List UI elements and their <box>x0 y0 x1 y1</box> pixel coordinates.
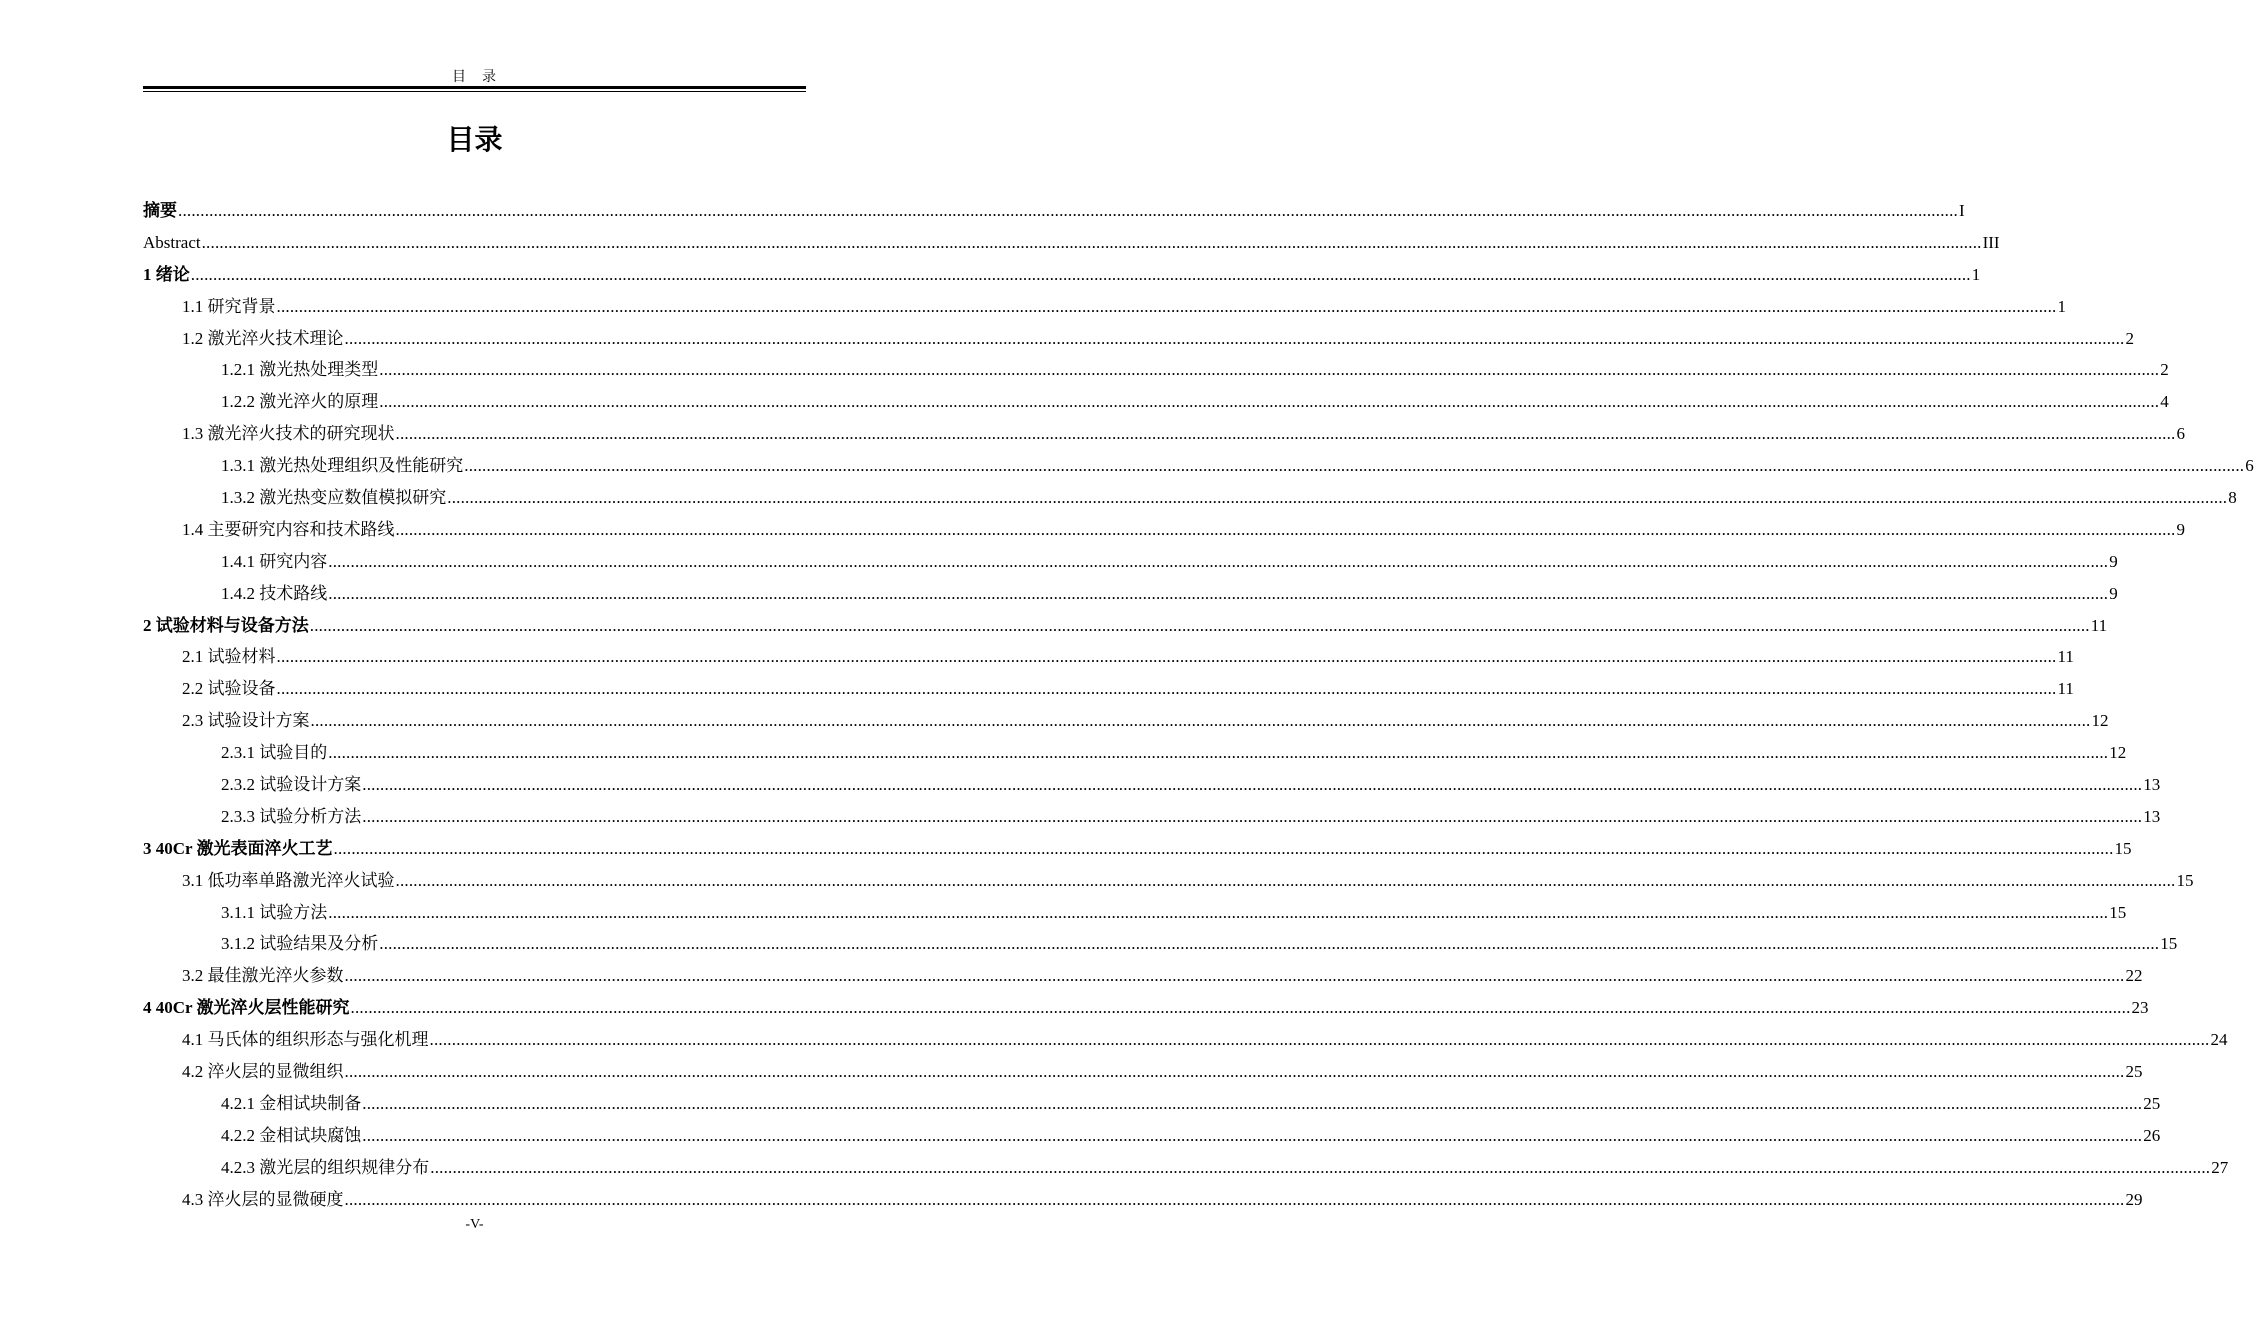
toc-entry[interactable] <box>143 386 2169 418</box>
toc-entry-page: 27 <box>2211 1157 2229 1177</box>
toc-entry-page: III <box>1982 232 2000 252</box>
toc-entry-page: 11 <box>2090 615 2108 635</box>
toc-leader-dots: ................................................................................................................................................................................................................................................................................................................................................................................................................ <box>350 998 2131 1018</box>
toc-leader-dots: ................................................................................................................................................................................................................................................................................................................................................................................................................ <box>362 806 2143 826</box>
toc-entry[interactable] <box>143 610 2108 642</box>
toc-entry-label: 1.3.2 激光热变应数值模拟研究 <box>221 488 447 508</box>
toc-entry-label: 4.2.1 金相试块制备 <box>221 1093 362 1113</box>
toc-entry-page: 11 <box>2057 679 2074 699</box>
toc-entry-label: 1.4 主要研究内容和技术路线 <box>182 519 395 539</box>
toc-entry-page: 25 <box>2125 1062 2143 1082</box>
toc-entry-page: I <box>1959 201 1965 220</box>
header-rule-thick <box>143 86 806 89</box>
toc-leader-dots: ................................................................................................................................................................................................................................................................................................................................................................................................................ <box>328 743 2109 763</box>
toc-leader-dots: ................................................................................................................................................................................................................................................................................................................................................................................................................ <box>333 838 2114 858</box>
toc-entry[interactable] <box>143 928 2178 960</box>
toc-entry[interactable] <box>143 992 2149 1024</box>
toc-entry[interactable] <box>143 641 2074 673</box>
toc-entry[interactable] <box>143 546 2118 578</box>
toc-entry-label: 3.2 最佳激光淬火参数 <box>182 966 344 986</box>
toc-entry-label: 1.2.2 激光淬火的原理 <box>221 392 379 412</box>
toc-entry-page: 24 <box>2210 1030 2228 1050</box>
toc-entry-page: 13 <box>2143 806 2161 826</box>
toc-entry[interactable] <box>143 801 2161 833</box>
toc-entry[interactable] <box>143 291 2066 323</box>
toc-entry-page: 6 <box>2245 456 2254 476</box>
header-rule-thin <box>143 91 806 92</box>
toc-entry-label: 3.1 低功率单路激光淬火试验 <box>182 870 395 890</box>
toc-leader-dots: ................................................................................................................................................................................................................................................................................................................................................................................................................ <box>344 1062 2125 1082</box>
toc-entry-page: 15 <box>2160 934 2178 954</box>
toc-leader-dots: ................................................................................................................................................................................................................................................................................................................................................................................................................ <box>464 456 2245 476</box>
toc-leader-dots: ................................................................................................................................................................................................................................................................................................................................................................................................................ <box>344 966 2125 986</box>
toc-entry-label: 2.1 试验材料 <box>182 647 276 667</box>
toc-leader-dots: ................................................................................................................................................................................................................................................................................................................................................................................................................ <box>362 1125 2143 1145</box>
toc-leader-dots: ................................................................................................................................................................................................................................................................................................................................................................................................................ <box>328 902 2109 922</box>
toc-leader-dots: ................................................................................................................................................................................................................................................................................................................................................................................................................ <box>379 934 2160 954</box>
toc-leader-dots: ................................................................................................................................................................................................................................................................................................................................................................................................................ <box>395 870 2176 890</box>
toc-entry-page: 2 <box>2125 328 2134 348</box>
toc-entry-label: 4.2 淬火层的显微组织 <box>182 1062 344 1082</box>
toc-leader-dots: ................................................................................................................................................................................................................................................................................................................................................................................................................ <box>362 1093 2143 1113</box>
toc-leader-dots: ................................................................................................................................................................................................................................................................................................................................................................................................................ <box>395 424 2176 444</box>
toc-entry[interactable] <box>143 450 2254 482</box>
toc-leader-dots: ................................................................................................................................................................................................................................................................................................................................................................................................................ <box>276 679 2057 699</box>
toc-leader-dots: ................................................................................................................................................................................................................................................................................................................................................................................................................ <box>276 296 2057 316</box>
toc-entry-label: 2 试验材料与设备方法 <box>143 615 309 635</box>
toc-entry-page: 13 <box>2143 775 2161 795</box>
toc-entry-page: 25 <box>2143 1093 2161 1113</box>
toc-leader-dots: ................................................................................................................................................................................................................................................................................................................................................................................................................ <box>362 775 2143 795</box>
toc-entry-page: 2 <box>2160 360 2169 380</box>
toc-entry[interactable] <box>143 865 2194 897</box>
toc-leader-dots: ................................................................................................................................................................................................................................................................................................................................................................................................................ <box>328 583 2109 603</box>
toc-entry[interactable] <box>143 960 2143 992</box>
toc-entry[interactable] <box>143 259 1981 291</box>
toc-leader-dots: ................................................................................................................................................................................................................................................................................................................................................................................................................ <box>328 551 2109 571</box>
toc-entry[interactable] <box>143 897 2127 929</box>
toc-entry-page: 12 <box>2109 743 2127 763</box>
toc-entry-label: 4.3 淬火层的显微硬度 <box>182 1189 344 1209</box>
toc-leader-dots: ................................................................................................................................................................................................................................................................................................................................................................................................................ <box>190 264 1971 284</box>
toc-entry-page: 22 <box>2125 966 2143 986</box>
toc-leader-dots: ................................................................................................................................................................................................................................................................................................................................................................................................................ <box>344 1189 2125 1209</box>
toc-entry[interactable] <box>143 195 1965 227</box>
toc-leader-dots: ................................................................................................................................................................................................................................................................................................................................................................................................................ <box>344 328 2125 348</box>
toc-entry-label: 2.3.3 试验分析方法 <box>221 806 362 826</box>
toc-leader-dots: ................................................................................................................................................................................................................................................................................................................................................................................................................ <box>430 1157 2211 1177</box>
toc-entry[interactable] <box>143 354 2169 386</box>
toc-entry[interactable] <box>143 1024 2228 1056</box>
toc-entry-label: 3.1.2 试验结果及分析 <box>221 934 379 954</box>
toc-entry-label: 1 绪论 <box>143 264 190 284</box>
toc-entry-label: 1.3.1 激光热处理组织及性能研究 <box>221 456 464 476</box>
toc-entry-page: 1 <box>1971 264 1981 284</box>
toc-entry[interactable] <box>143 323 2134 355</box>
toc-entry[interactable] <box>143 578 2118 610</box>
toc-leader-dots: ................................................................................................................................................................................................................................................................................................................................................................................................................ <box>395 519 2176 539</box>
toc-leader-dots: ................................................................................................................................................................................................................................................................................................................................................................................................................ <box>379 392 2160 412</box>
toc-entry-label: 4.2.2 金相试块腐蚀 <box>221 1125 362 1145</box>
toc-entry-page: 29 <box>2125 1189 2143 1209</box>
toc-leader-dots: ................................................................................................................................................................................................................................................................................................................................................................................................................ <box>310 711 2091 731</box>
toc-entry-label: Abstract <box>143 232 201 252</box>
toc-entry[interactable] <box>143 482 2237 514</box>
toc-entry-page: 1 <box>2057 296 2066 316</box>
toc-leader-dots: ................................................................................................................................................................................................................................................................................................................................................................................................................ <box>201 232 1982 252</box>
toc-entry[interactable] <box>143 673 2074 705</box>
page-title: 目录 <box>446 123 503 156</box>
toc-entry-page: 15 <box>2109 902 2127 922</box>
toc-entry[interactable] <box>143 418 2185 450</box>
toc-entry-label: 1.2 激光淬火技术理论 <box>182 328 344 348</box>
table-of-contents <box>143 195 2254 1216</box>
toc-entry-label: 3.1.1 试验方法 <box>221 902 328 922</box>
toc-entry[interactable] <box>143 769 2161 801</box>
toc-entry-label: 1.3 激光淬火技术的研究现状 <box>182 424 395 444</box>
toc-entry-page: 15 <box>2114 838 2132 858</box>
toc-entry-page: 9 <box>2176 519 2185 539</box>
toc-entry-page: 12 <box>2091 711 2109 731</box>
toc-entry-page: 9 <box>2109 583 2118 603</box>
toc-leader-dots: ................................................................................................................................................................................................................................................................................................................................................................................................................ <box>309 615 2090 635</box>
toc-leader-dots: ................................................................................................................................................................................................................................................................................................................................................................................................................ <box>447 488 2228 508</box>
toc-entry[interactable] <box>143 1152 2229 1184</box>
toc-entry-label: 2.2 试验设备 <box>182 679 276 699</box>
toc-entry-page: 15 <box>2176 870 2194 890</box>
toc-leader-dots: ................................................................................................................................................................................................................................................................................................................................................................................................................ <box>429 1030 2210 1050</box>
toc-entry[interactable] <box>143 705 2109 737</box>
toc-entry-label: 摘要 <box>143 201 177 220</box>
toc-entry-page: 8 <box>2228 488 2237 508</box>
toc-leader-dots: ................................................................................................................................................................................................................................................................................................................................................................................................................ <box>276 647 2057 667</box>
toc-entry[interactable] <box>143 1120 2161 1152</box>
toc-leader-dots: ................................................................................................................................................................................................................................................................................................................................................................................................................ <box>178 201 1958 220</box>
toc-entry-label: 1.2.1 激光热处理类型 <box>221 360 379 380</box>
toc-entry[interactable] <box>143 1056 2143 1088</box>
toc-entry[interactable] <box>143 514 2185 546</box>
toc-entry-page: 9 <box>2109 551 2118 571</box>
running-header: 目 录 <box>452 70 497 85</box>
toc-entry[interactable] <box>143 737 2127 769</box>
page-number-footer: -V- <box>465 1217 484 1232</box>
toc-entry-label: 1.4.2 技术路线 <box>221 583 328 603</box>
toc-entry[interactable] <box>143 833 2132 865</box>
toc-leader-dots: ................................................................................................................................................................................................................................................................................................................................................................................................................ <box>379 360 2160 380</box>
toc-entry-label: 4 40Cr 激光淬火层性能研究 <box>143 998 350 1018</box>
toc-entry-label: 2.3.2 试验设计方案 <box>221 775 362 795</box>
toc-entry-page: 6 <box>2176 424 2185 444</box>
toc-entry-page: 23 <box>2131 998 2149 1018</box>
toc-entry-page: 26 <box>2143 1125 2161 1145</box>
toc-entry-label: 1.1 研究背景 <box>182 296 276 316</box>
toc-entry-label: 4.1 马氏体的组织形态与强化机理 <box>182 1030 429 1050</box>
toc-entry-label: 2.3.1 试验目的 <box>221 743 328 763</box>
toc-entry-label: 1.4.1 研究内容 <box>221 551 328 571</box>
toc-entry[interactable] <box>143 227 2000 259</box>
toc-entry-label: 4.2.3 激光层的组织规律分布 <box>221 1157 430 1177</box>
toc-entry-page: 11 <box>2057 647 2074 667</box>
toc-entry-label: 2.3 试验设计方案 <box>182 711 310 731</box>
toc-entry-label: 3 40Cr 激光表面淬火工艺 <box>143 838 333 858</box>
toc-entry-page: 4 <box>2160 392 2169 412</box>
toc-entry[interactable] <box>143 1088 2161 1120</box>
toc-entry[interactable] <box>143 1184 2143 1216</box>
